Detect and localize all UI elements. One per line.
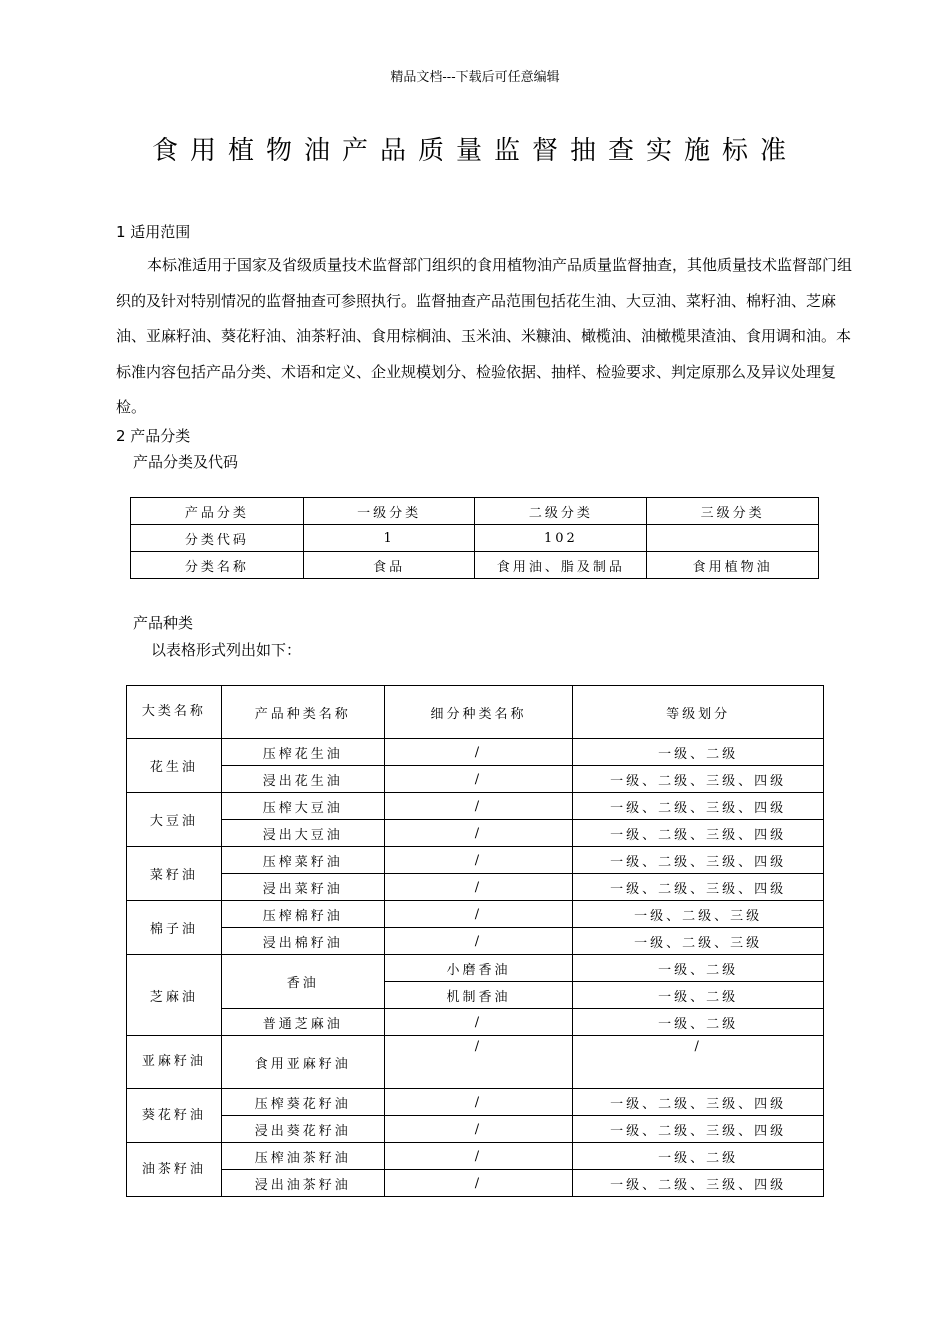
table-cell: /: [384, 820, 573, 847]
table-cell: 一级、二级、三级、四级: [573, 847, 824, 874]
category-cell: 棉子油: [127, 901, 222, 955]
table-cell: [647, 525, 819, 552]
subheading-classification-code: 产品分类及代码: [133, 453, 239, 471]
section-1-text: 本标准适用于国家及省级质量技术监督部门组织的食用植物油产品质量监督抽查，其他质量技术监督部门组织的及针对特别情况的监督抽查可参照执行。监督抽查产品范围包括花生油、大豆油、菜籽油、棉籽油、芝麻油、亚麻籽油、葵花籽油、油茶籽油、食用棕榈油、玉米油、米糠油、橄榄油、油橄榄果渣油、食用调和油。本标准内容包括产品分类、术语和定义、企业规模划分、检验依据、抽样、检验要求、判定原那么及异议处理复检。: [116, 256, 853, 416]
table-cell: 一级分类: [303, 498, 475, 525]
section-1-heading: 1 适用范围: [116, 223, 191, 241]
table-header-cell: 产品种类名称: [221, 686, 384, 739]
table-row: [127, 955, 824, 982]
table-cell: /: [573, 1036, 824, 1089]
table-cell: 食用植物油: [647, 552, 819, 579]
table-cell: /: [384, 739, 573, 766]
table-row: [131, 525, 819, 552]
table-row: [127, 901, 824, 928]
table-cell: 浸出棉籽油: [221, 928, 384, 955]
table-cell: /: [384, 1143, 573, 1170]
table-cell: 一级、二级、三级、四级: [573, 1170, 824, 1197]
table-cell: 压榨大豆油: [221, 793, 384, 820]
table-cell: 普通芝麻油: [221, 1009, 384, 1036]
table-cell: 产品分类: [131, 498, 304, 525]
table-cell: 一级、二级: [573, 955, 824, 982]
table-header-cell: 细分种类名称: [384, 686, 573, 739]
table-cell: 1: [303, 525, 475, 552]
table-cell: 一级、二级、三级、四级: [573, 793, 824, 820]
table-cell: 压榨菜籽油: [221, 847, 384, 874]
category-cell: 葵花籽油: [127, 1089, 222, 1143]
table-row: [127, 1116, 824, 1143]
table-cell: 一级、二级: [573, 739, 824, 766]
table-cell: /: [384, 874, 573, 901]
table-cell: 一级、二级、三级、四级: [573, 1116, 824, 1143]
classification-table: [130, 497, 819, 579]
table-row: [127, 847, 824, 874]
table-cell: 浸出大豆油: [221, 820, 384, 847]
table-cell: /: [384, 1170, 573, 1197]
category-cell: 亚麻籽油: [127, 1036, 222, 1089]
table-row: [127, 820, 824, 847]
category-cell: 花生油: [127, 739, 222, 793]
table-cell: 压榨棉籽油: [221, 901, 384, 928]
table-cell: 小磨香油: [384, 955, 573, 982]
table-cell: /: [384, 847, 573, 874]
category-cell: 油茶籽油: [127, 1143, 222, 1197]
table-header-cell: 大类名称: [127, 686, 222, 739]
table-cell: /: [384, 1116, 573, 1143]
category-cell: 芝麻油: [127, 955, 222, 1036]
table-cell: 一级、二级、三级: [573, 928, 824, 955]
table-cell: 机制香油: [384, 982, 573, 1009]
table-row: [127, 1089, 824, 1116]
table-cell: 压榨油茶籽油: [221, 1143, 384, 1170]
product-types-table: [126, 685, 824, 1197]
table-cell: 香油: [221, 955, 384, 1009]
table-cell: 浸出菜籽油: [221, 874, 384, 901]
table-cell: /: [384, 1009, 573, 1036]
table-cell: 压榨葵花籽油: [221, 1089, 384, 1116]
table-cell: 102: [475, 525, 647, 552]
section-2-heading: 2 产品分类: [116, 427, 191, 445]
table-row: [127, 1143, 824, 1170]
subheading-table-intro: 以表格形式列出如下：: [151, 641, 302, 659]
table-cell: 二级分类: [475, 498, 647, 525]
table-row: [127, 928, 824, 955]
page-header: 精品文档---下载后可任意编辑: [390, 70, 560, 85]
table-row: [127, 1170, 824, 1197]
table-row: [127, 793, 824, 820]
category-cell: 菜籽油: [127, 847, 222, 901]
table-cell: 一级、二级: [573, 982, 824, 1009]
table-row: [127, 766, 824, 793]
table-cell: /: [384, 793, 573, 820]
table-cell: 食用油、脂及制品: [475, 552, 647, 579]
table-cell: 食品: [303, 552, 475, 579]
table-cell: /: [384, 1089, 573, 1116]
table-cell: 一级、二级、三级、四级: [573, 874, 824, 901]
table-cell: 浸出葵花籽油: [221, 1116, 384, 1143]
table-cell: 一级、二级、三级、四级: [573, 1089, 824, 1116]
subheading-product-types: 产品种类: [133, 614, 194, 632]
table-row: [127, 874, 824, 901]
table-header-cell: 等级划分: [573, 686, 824, 739]
document-title: 食用植物油产品质量监督抽查实施标准: [151, 136, 798, 166]
table-cell: 分类代码: [131, 525, 304, 552]
table-row: [131, 552, 819, 579]
table-cell: 一级、二级、三级: [573, 901, 824, 928]
section-1-paragraph: [116, 248, 852, 426]
table-cell: 一级、二级、三级、四级: [573, 766, 824, 793]
table-cell: 压榨花生油: [221, 739, 384, 766]
table-cell: 食用亚麻籽油: [221, 1036, 384, 1089]
table-row: [127, 739, 824, 766]
table-cell: 一级、二级、三级、四级: [573, 820, 824, 847]
table-cell: /: [384, 766, 573, 793]
table-cell: /: [384, 901, 573, 928]
table-cell: 分类名称: [131, 552, 304, 579]
table-cell: 浸出花生油: [221, 766, 384, 793]
table-cell: /: [384, 1036, 573, 1089]
table-cell: /: [384, 928, 573, 955]
table-cell: 一级、二级: [573, 1143, 824, 1170]
table-cell: 三级分类: [647, 498, 819, 525]
category-cell: 大豆油: [127, 793, 222, 847]
table-cell: 一级、二级: [573, 1009, 824, 1036]
table-header-row: [127, 686, 824, 739]
table-row: [131, 498, 819, 525]
table-row: [127, 1036, 824, 1089]
table-cell: 浸出油茶籽油: [221, 1170, 384, 1197]
table-row: [127, 1009, 824, 1036]
